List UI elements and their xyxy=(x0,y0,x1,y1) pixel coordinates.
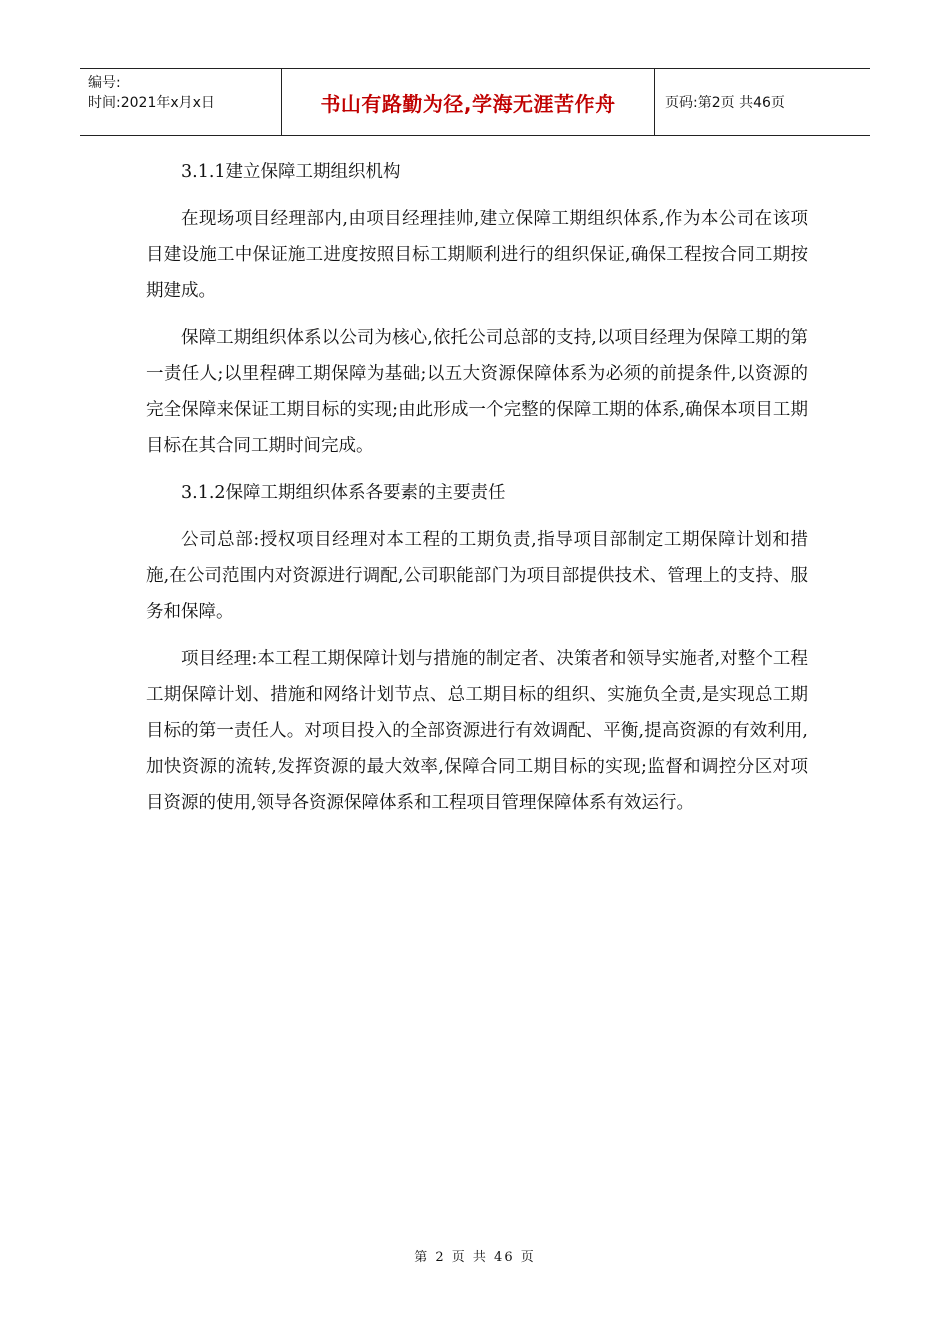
section-heading-3-1-1: 3.1.1建立保障工期组织机构 xyxy=(181,162,401,182)
header-motto-cell xyxy=(281,69,655,135)
header-page-info: 页码:第2页 共46页 xyxy=(665,95,785,111)
header-motto: 书山有路勤为径,学海无涯苦作舟 xyxy=(320,91,616,116)
doc-number-label: 编号: xyxy=(88,75,121,91)
header-meta xyxy=(80,69,281,135)
paragraph: 公司总部:授权项目经理对本工程的工期负责,指导项目部制定工期保障计划和措施,在公司范围内对资源进行调配,公司职能部门为项目部提供技术、管理上的支持、服务和保障。 xyxy=(146,530,808,622)
doc-time-label: 时间:2021年x月x日 xyxy=(88,95,215,111)
paragraph: 保障工期组织体系以公司为核心,依托公司总部的支持,以项目经理为保障工期的第一责任人;以里程碑工期保障为基础;以五大资源保障体系为必须的前提条件,以资源的完全保障来保证工期目标的实现;由此形成一个完整的保障工期的体系,确保本项目工期目标在其合同工期时间完成。 xyxy=(146,328,808,456)
document-body xyxy=(146,154,808,821)
page-header xyxy=(80,68,870,136)
paragraph: 在现场项目经理部内,由项目经理挂帅,建立保障工期组织体系,作为本公司在该项目建设施工中保证施工进度按照目标工期顺利进行的组织保证,确保工程按合同工期按期建成。 xyxy=(146,209,808,301)
page-footer-number: 第 2 页 共 46 页 xyxy=(414,1250,536,1265)
section-heading-3-1-2: 3.1.2保障工期组织体系各要素的主要责任 xyxy=(181,483,506,503)
paragraph: 项目经理:本工程工期保障计划与措施的制定者、决策者和领导实施者,对整个工程工期保障计划、措施和网络计划节点、总工期目标的组织、实施负全责,是实现总工期目标的第一责任人。对项目投入的全部资源进行有效调配、平衡,提高资源的有效利用,加快资源的流转,发挥资源的最大效率,保障合同工期目标的实现;监督和调控分区对项目资源的使用,领导各资源保障体系和工程项目管理保障体系有效运行。 xyxy=(146,649,808,813)
